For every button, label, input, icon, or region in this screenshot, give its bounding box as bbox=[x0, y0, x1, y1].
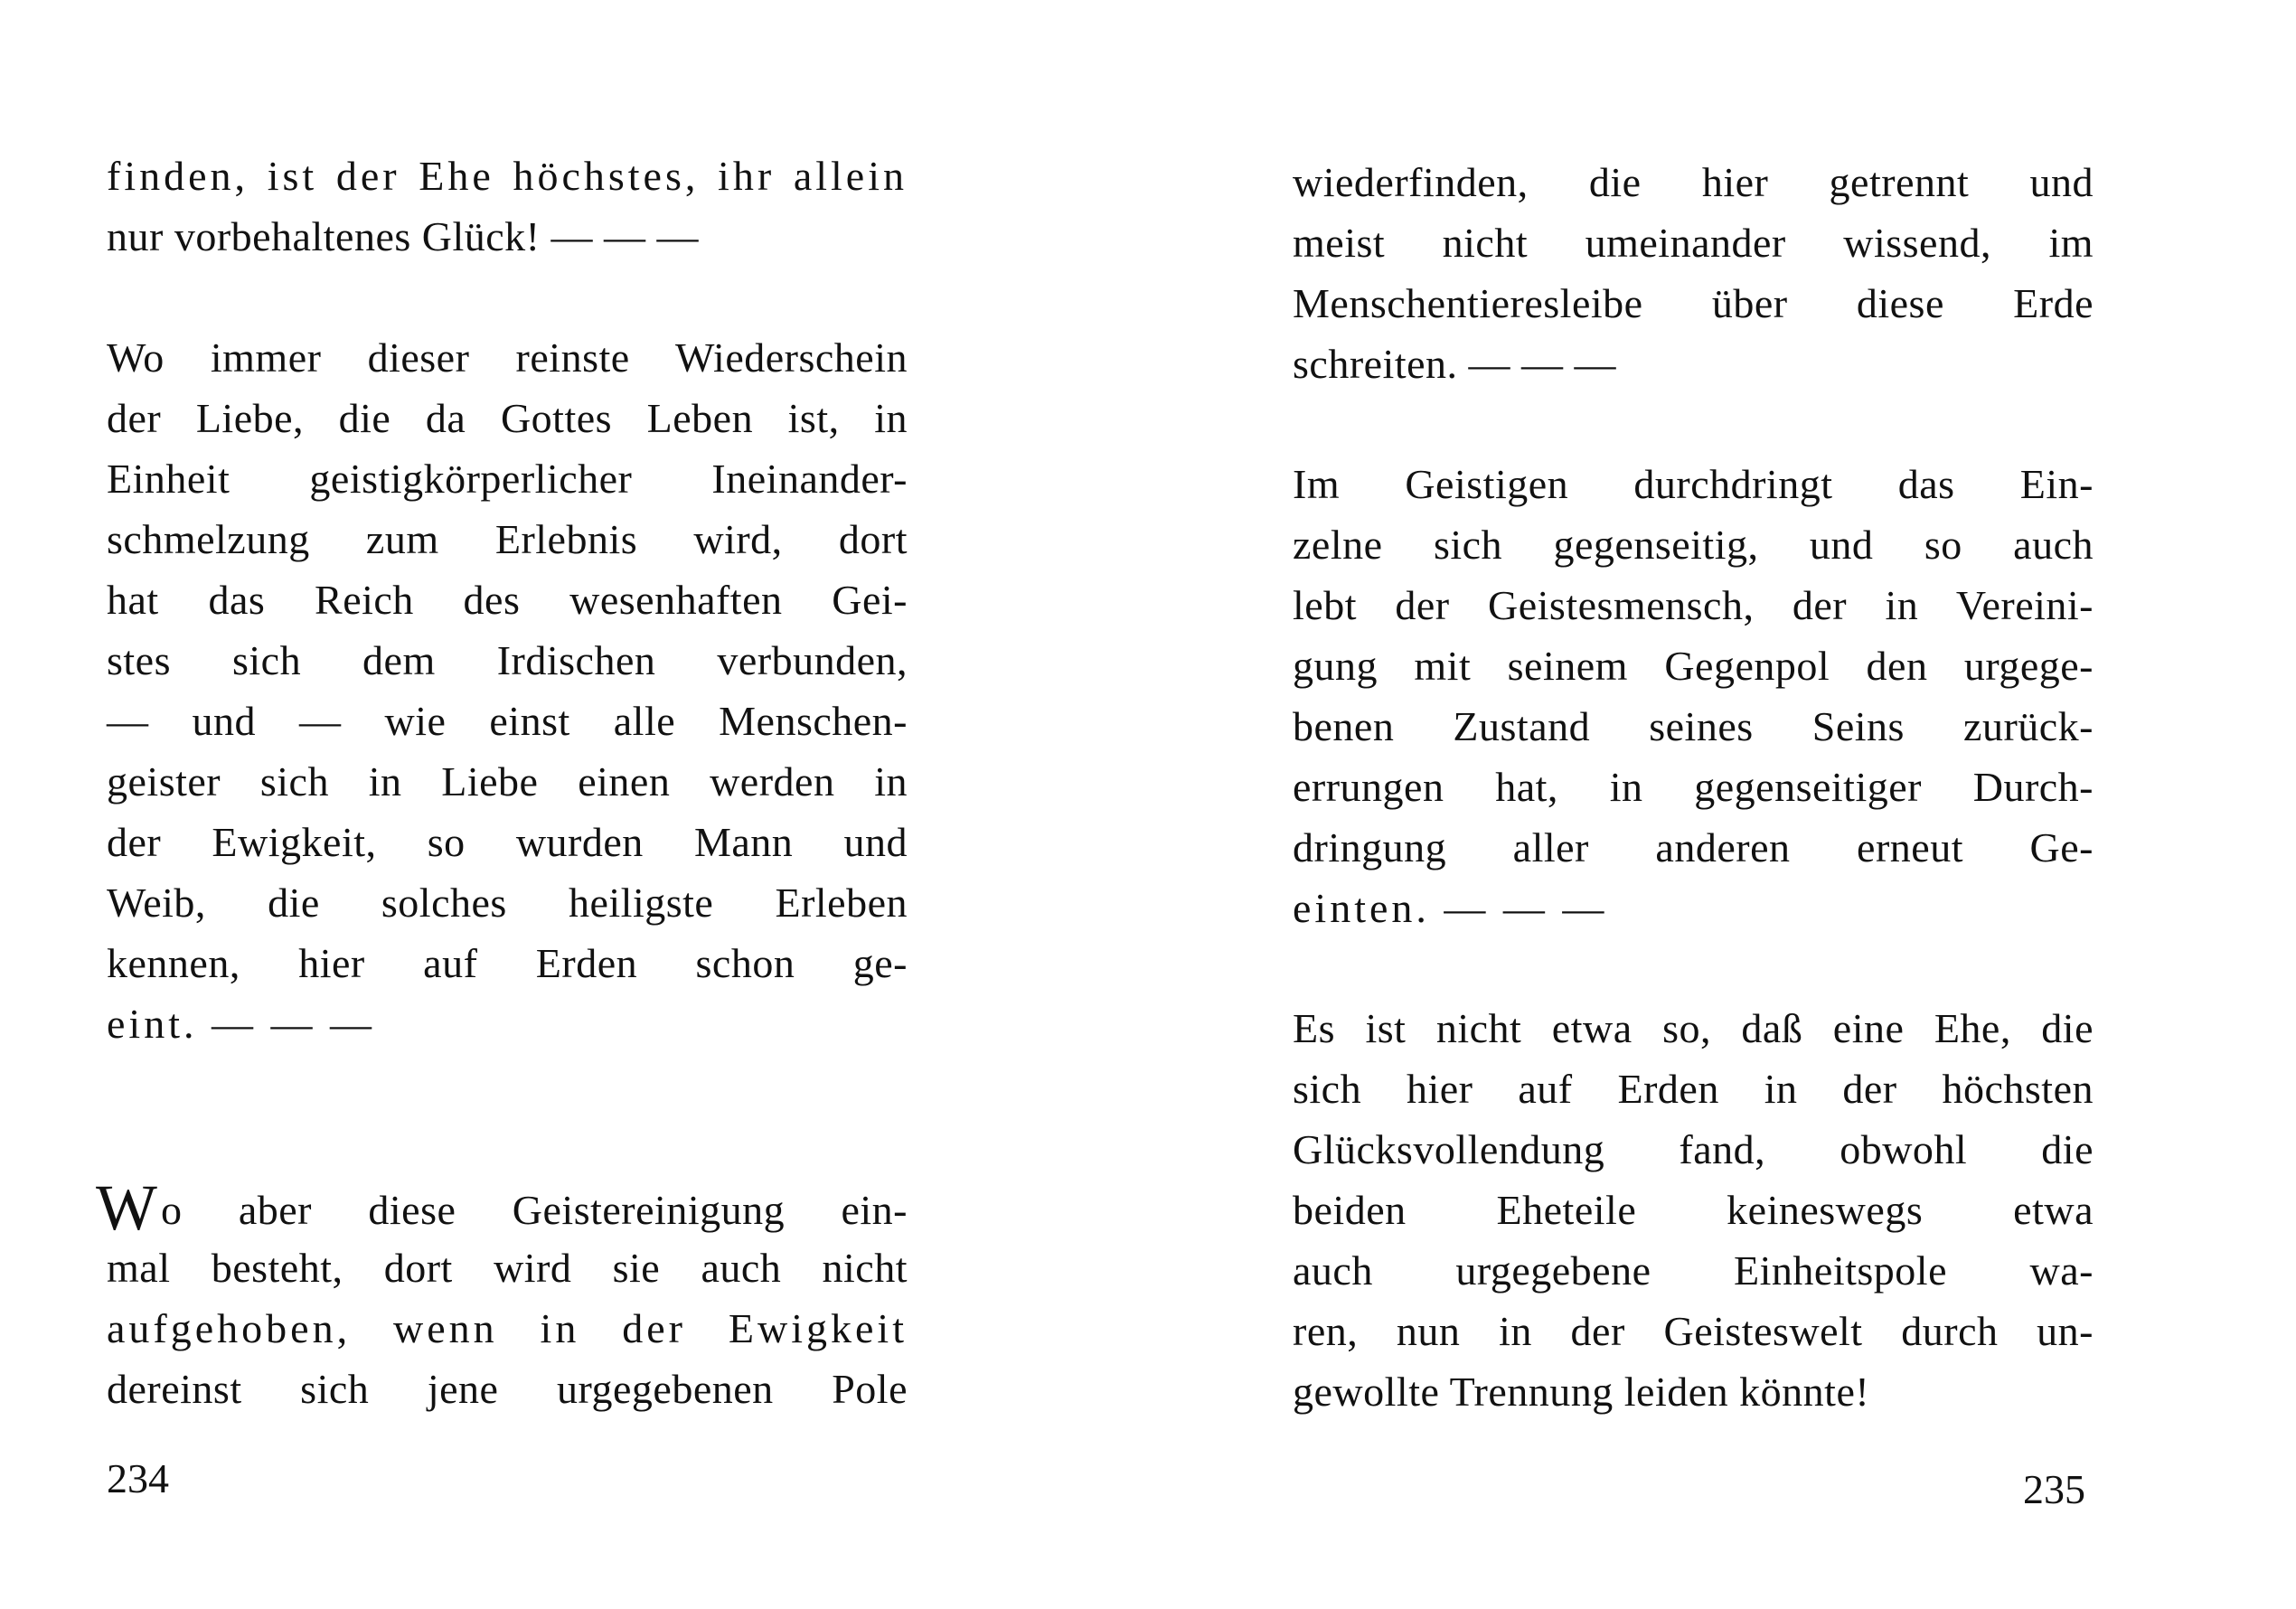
text-line: dringung aller anderen erneut Ge- bbox=[1293, 824, 2094, 870]
text-line: finden, ist der Ehe höchstes, ihr allein bbox=[107, 153, 908, 199]
text-line: schmelzung zum Erlebnis wird, dort bbox=[107, 516, 908, 562]
text-line: Im Geistigen durchdringt das Ein- bbox=[1293, 461, 2094, 507]
text-line: kennen, hier auf Erden schon ge- bbox=[107, 940, 908, 986]
text-line: benen Zustand seines Seins zurück- bbox=[1293, 703, 2094, 749]
text-line: hat das Reich des wesenhaften Gei- bbox=[107, 577, 908, 623]
text-line: eint. — — — bbox=[107, 1001, 375, 1047]
text-line: gewollte Trennung leiden könnte! bbox=[1293, 1369, 1870, 1415]
text-line: schreiten. — — — bbox=[1293, 341, 1617, 387]
text-line: Menschentieresleibe über diese Erde bbox=[1293, 280, 2094, 326]
text-line: wiederfinden, die hier getrennt und bbox=[1293, 159, 2094, 205]
text-line: Glücksvollendung fand, obwohl die bbox=[1293, 1126, 2094, 1172]
text-line: der Ewigkeit, so wurden Mann und bbox=[107, 819, 908, 865]
right-page bbox=[1293, 0, 2106, 1609]
text-line: geister sich in Liebe einen werden in bbox=[107, 758, 908, 804]
text-line: stes sich dem Irdischen verbunden, bbox=[107, 637, 908, 683]
text-line: Weib, die solches heiligste Erleben bbox=[107, 880, 908, 926]
text-line: — und — wie einst alle Menschen- bbox=[107, 698, 908, 744]
text-line: einten. — — — bbox=[1293, 885, 1608, 931]
text-line: errungen hat, in gegenseitiger Durch- bbox=[1293, 764, 2094, 810]
text-line: auch urgegebene Einheitspole wa- bbox=[1293, 1247, 2094, 1294]
text-line: lebt der Geistesmensch, der in Vereini- bbox=[1293, 582, 2094, 628]
text-line: Wo immer dieser reinste Wiederschein bbox=[107, 334, 908, 381]
text-line: beiden Eheteile keineswegs etwa bbox=[1293, 1187, 2094, 1233]
text-line: nur vorbehaltenes Glück! — — — bbox=[107, 213, 700, 259]
text-line: gung mit seinem Gegenpol den urgege- bbox=[1293, 643, 2094, 689]
text-line: mal besteht, dort wird sie auch nicht bbox=[107, 1245, 908, 1291]
text-line: ren, nun in der Geisteswelt durch un- bbox=[1293, 1308, 2094, 1354]
page-number: 234 bbox=[107, 1455, 169, 1501]
left-page bbox=[96, 0, 920, 1609]
text-line: Es ist nicht etwa so, daß eine Ehe, die bbox=[1293, 1005, 2094, 1051]
text-line bbox=[96, 1171, 908, 1244]
text-line: sich hier auf Erden in der höchsten bbox=[1293, 1066, 2094, 1112]
text-line: dereinst sich jene urgegebenen Pole bbox=[107, 1366, 908, 1412]
text-line: meist nicht umeinander wissend, im bbox=[1293, 220, 2094, 266]
text-line: der Liebe, die da Gottes Leben ist, in bbox=[107, 395, 908, 441]
text-line: zelne sich gegenseitig, und so auch bbox=[1293, 522, 2094, 568]
initial-letter: W bbox=[96, 1171, 157, 1244]
text-span: o aber diese Geistereinigung ein- bbox=[160, 1187, 908, 1233]
text-line: Einheit geistigkörperlicher Ineinander- bbox=[107, 456, 908, 502]
page-number: 235 bbox=[2023, 1466, 2085, 1512]
text-line: aufgehoben, wenn in der Ewigkeit bbox=[107, 1305, 908, 1351]
